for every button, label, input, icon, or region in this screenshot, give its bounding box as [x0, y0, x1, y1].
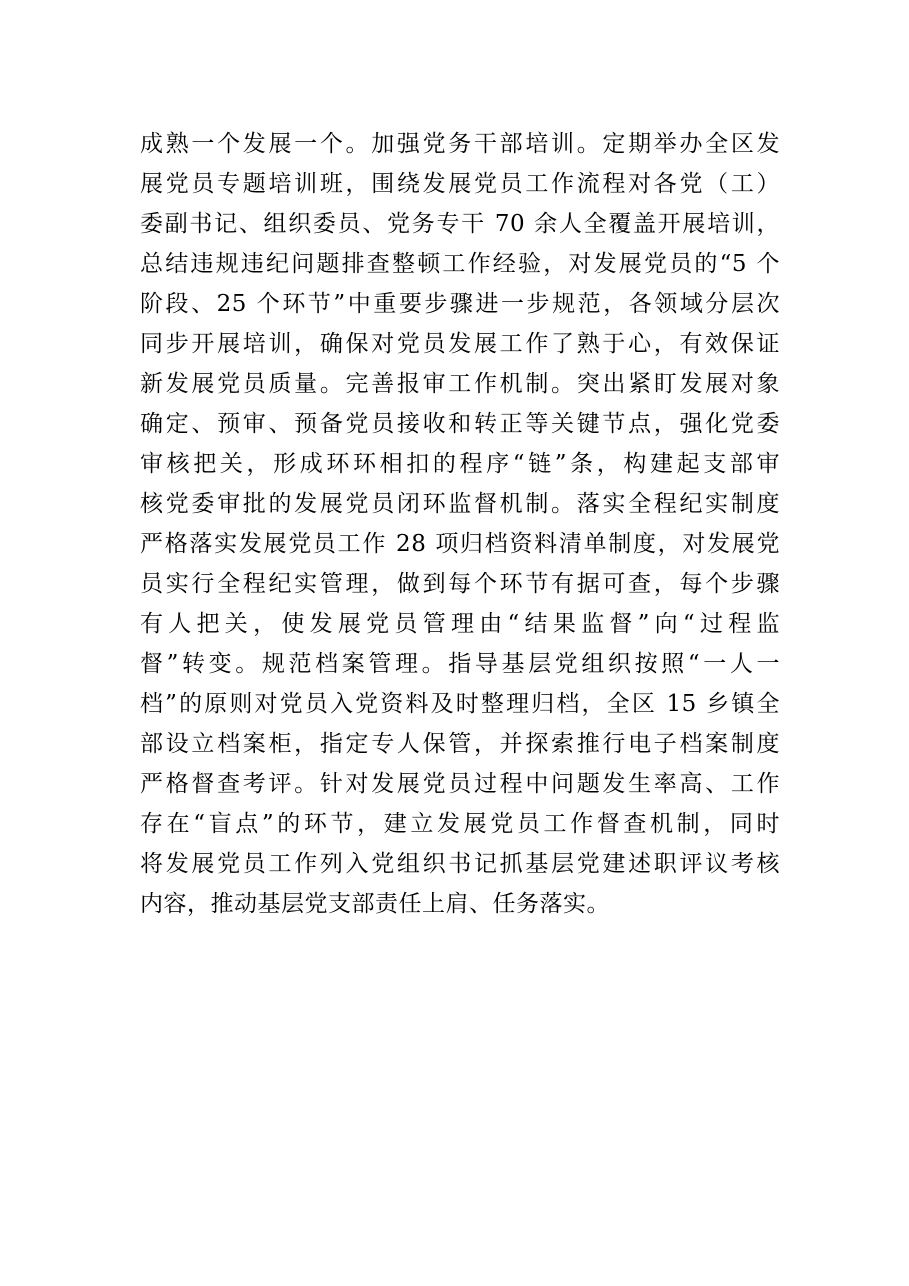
text-line: 内容，推动基层党支部责任上肩、任务落实。: [140, 891, 610, 917]
text-line: 存在“盲点”的环节，建立发展党员工作督查机制，同时: [140, 811, 780, 837]
text-line: 有人把关，使发展党员管理由“结果监督”向“过程监: [140, 611, 780, 637]
text-line: 核党委审批的发展党员闭环监督机制。落实全程纪实制度: [140, 491, 780, 517]
text-line: 阶段、25 个环节”中重要步骤进一步规范，各领域分层次: [140, 291, 780, 317]
text-line: 展党员专题培训班，围绕发展党员工作流程对各党（工）: [140, 171, 780, 197]
text-line: 审核把关，形成环环相扣的程序“链”条，构建起支部审: [140, 451, 780, 477]
text-line: 督”转变。规范档案管理。指导基层党组织按照“一人一: [140, 651, 780, 677]
text-line: 确定、预审、预备党员接收和转正等关键节点，强化党委: [140, 411, 780, 437]
text-line: 将发展党员工作列入党组织书记抓基层党建述职评议考核: [140, 851, 780, 877]
text-line: 部设立档案柜，指定专人保管，并探索推行电子档案制度: [140, 731, 780, 757]
text-line: 总结违规违纪问题排查整顿工作经验，对发展党员的“5 个: [140, 251, 780, 277]
text-line: 档”的原则对党员入党资料及时整理归档，全区 15 乡镇全: [140, 691, 780, 717]
text-line: 同步开展培训，确保对党员发展工作了熟于心，有效保证: [140, 331, 780, 357]
text-line: 成熟一个发展一个。加强党务干部培训。定期举办全区发: [140, 131, 780, 157]
text-line: 员实行全程纪实管理，做到每个环节有据可查，每个步骤: [140, 571, 780, 597]
body-paragraph: [140, 124, 780, 924]
text-line: 严格落实发展党员工作 28 项归档资料清单制度，对发展党: [140, 531, 780, 557]
text-line: 委副书记、组织委员、党务专干 70 余人全覆盖开展培训，: [140, 211, 780, 237]
text-line: 严格督查考评。针对发展党员过程中问题发生率高、工作: [140, 771, 780, 797]
text-line: 新发展党员质量。完善报审工作机制。突出紧盯发展对象: [140, 371, 780, 397]
